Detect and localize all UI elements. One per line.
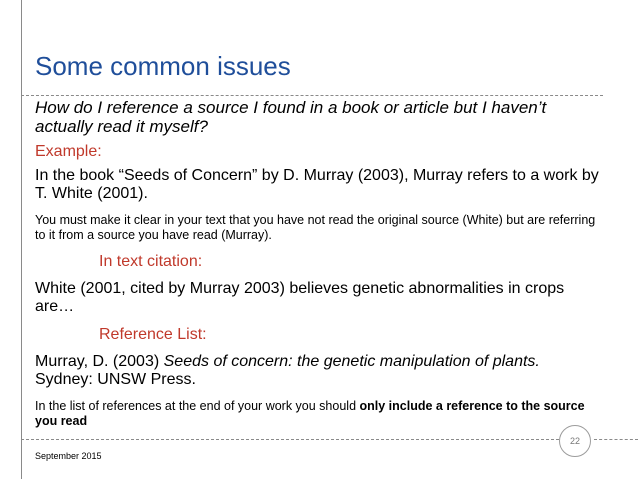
question-text: How do I reference a source I found in a book or article but I haven’t actually read it myself? — [35, 98, 547, 136]
slide-title: Some common issues — [35, 51, 291, 81]
page-number-badge: 22 — [559, 425, 591, 457]
example-text: In the book “Seeds of Concern” by D. Murray (2003), Murray refers to a work by T. White (2001). — [35, 167, 599, 202]
footer-divider — [21, 439, 559, 440]
reference-title: Seeds of concern: the genetic manipulation of plants. — [163, 353, 540, 370]
in-text-citation-example: White (2001, cited by Murray 2003) believes genetic abnormalities in crops are… — [35, 280, 565, 315]
footer-divider-right — [594, 439, 638, 440]
reference-list-label: Reference List: — [99, 326, 207, 343]
slide-content — [35, 98, 600, 429]
left-vertical-rule — [21, 0, 22, 479]
example-label: Example: — [35, 143, 102, 160]
reference-author-year: Murray, D. (2003) — [35, 353, 164, 370]
closing-bold: only include a reference to the source you read — [35, 399, 585, 428]
title-divider — [21, 95, 603, 96]
closing-text — [35, 399, 600, 429]
reference-entry — [35, 353, 600, 389]
explanation-text: You must make it clear in your text that you have not read the original source (White) but are referring to it from a source you have read (Murray). — [35, 213, 596, 242]
footer-date: September 2015 — [35, 451, 102, 461]
reference-publisher: Sydney: UNSW Press. — [35, 371, 196, 388]
closing-normal: In the list of references at the end of your work you should — [35, 399, 360, 413]
in-text-citation-label: In text citation: — [99, 253, 203, 270]
